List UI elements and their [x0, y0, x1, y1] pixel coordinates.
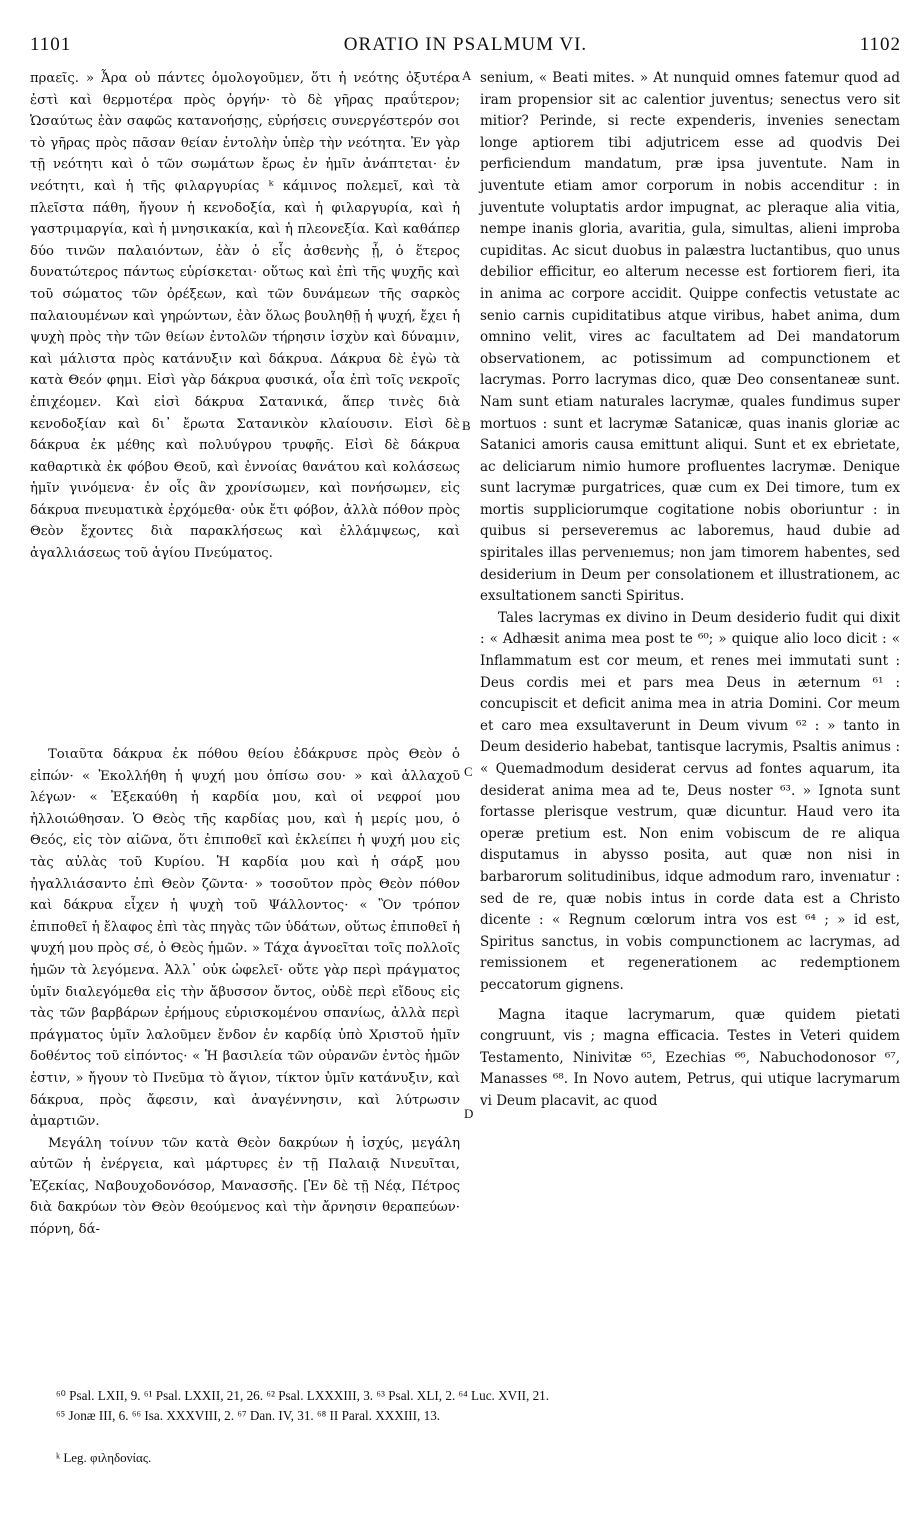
margin-marker-a: A	[462, 68, 472, 83]
page-number-right: 1102	[859, 34, 901, 55]
running-title: ORATIO IN PSALMUM VI.	[343, 34, 588, 55]
footnote-line-2: ⁶⁵ Jonæ III, 6. ⁶⁶ Isa. XXXVIII, 2. ⁶⁷ Dan. IV, 31. ⁶⁸ II Paral. XXXIII, 13.	[56, 1408, 441, 1423]
margin-marker-d: D	[464, 1106, 474, 1121]
greek-paragraph-3: Μεγάλη τοίνυν τῶν κατὰ Θεὸν δακρύων ἡ ἰσχύς, μεγάλη αὐτῶν ἡ ἐνέργεια, καὶ μάρτυρες ἐν τῇ Παλαιᾷ Νινευῖται, Ἐζεκίας, Ναβουχοδονόσορ, Μανασσῆς. [Ἐν δὲ τῇ Νέᾳ, Πέτρος διὰ δακρύων τὸν Θεὸν θεούμενος καὶ τὴν ἄρνησιν θεραπεύων· πόρνη, δά-	[30, 1135, 460, 1238]
footnotes	[30, 1386, 903, 1426]
footnote-line-1: ⁶⁰ Psal. LXII, 9. ⁶¹ Psal. LXXII, 21, 26. ⁶² Psal. LXXXIII, 3. ⁶³ Psal. XLI, 2. ⁶⁴ Luc. XVII, 21.	[56, 1388, 550, 1403]
greek-column-lower	[30, 744, 460, 1241]
latin-paragraph-3: Magna itaque lacrymarum, quæ quidem pietati congruunt, vis ; magna efficacia. Testes in Veteri quidem Testamento, Ninivitæ ⁶⁵, Ezechias ⁶⁶, Nabuchodonosor ⁶⁷, Manasses ⁶⁸. In Novo autem, Petrus, qui utique lacrymarum vi Deum placavit, ac quod	[480, 1006, 900, 1109]
latin-paragraph-1: senium, « Beati mites. » At nunquid omnes fatemur quod ad iram propensior sit ac calentior juventus; senectus vero sit mitior? Perinde, si recte expenderis, invenies senectam longe aptiorem tibi adjutricem esse ad quodvis Dei perficiendum mandatum, præ ipsa juventute. Nam in juventute etiam amor corporum in nobis accenditur : in juventute voluptatis ardor impugnat, ac pleraque alia vitia, nempe inanis gloria, avaritia, gula, simultas, alieni improba cupiditas. Ac sicut duobus in palæstra luctantibus, quo unus debilior efficitur, eo alterum necesse est fortiorem fieri, ita in anima ac corpore accidit. Quippe confectis vetustate ac senio carnis cupiditatibus atque viribus, habet anima, dum omnino velit, vires ac facultatem ad Dei mandatorum observationem, ac potissimum ad compunctionem et lacrymas. Porro lacrymas dico, quæ Deo consentaneæ sunt. Nam sunt etiam naturales lacrymæ, quales fundimus super mortuos : sunt et lacrymæ Satanicæ, quas inanis gloriæ ac Satanici amoris causa emittunt aliqui. Sunt et ex ebrietate, ac deliciarum nimio humore profluentes lacrymæ. Denique sunt lacrymæ purgatrices, quæ cum ex Dei timore, tum ex mortis suppliciorumque cogitatione nobis oboriuntur : in quibus si perseveremus ac laboremus, haud dubie ad spiritales illas pervenıemus; non jam timorem habentes, sed desiderium in Deum per consolationem et illustrationem, ac exsultationem sancti Spiritus.	[480, 70, 900, 605]
running-header	[30, 34, 901, 64]
margin-marker-c: C	[464, 764, 473, 779]
latin-paragraph-2: Tales lacrymas ex divino in Deum desiderio fudit qui dixit : « Adhæsit anima mea post te ⁶⁰; » quique alio loco dicit : « Inflammatum est cor meum, et renes mei immutati sunt : Deus cordis mei et pars mea Deus in æternum ⁶¹ : concupiscit et deficit anima mea in atria Domini. Cor meum et caro mea exsultaverunt in Deum vivum ⁶² : » tanto in Deum desiderio habebat, tantisque lacrymis, Psaltis animus : « Quemadmodum desiderat cervus ad fontes aquarum, ita desiderat anima mea ad te, Deus noster ⁶³. » Ignota sunt fortasse plerisque vestrum, quæ dicuntur. Haud vero ita operæ pretium est. Non enim vobiscum de re aliqua disputamus in abysso posita, aut quæ non nisi in barbarorum solitudinibus, idque admodum raro, invenıatur : sed de re, quæ nobis intus in corde data est a Christo dicente : « Regnum cœlorum intra vos est ⁶⁴ ; » id est, Spiritus sanctus, in vobis compunctionem ac lacrymas, ad remissionem et regenerationem ac redemptionem peccatorum gignens.	[480, 609, 900, 993]
page-number-left: 1101	[30, 34, 72, 55]
greek-paragraph-2: Τοιαῦτα δάκρυα ἐκ πόθου θείου ἐδάκρυσε πρὸς Θεὸν ὁ εἰπών· « Ἐκολλήθη ἡ ψυχή μου ὀπίσω σου· » καὶ ἀλλαχοῦ λέγων· « Ἐξεκαύθη ἡ καρδία μου, καὶ οἱ νεφροί μου ἠλλοιώθησαν. Ὁ Θεὸς τῆς καρδίας μου, καὶ ἡ μερίς μου, ὁ Θεός, εἰς τὸν αἰῶνα, ὅτι ἐπιποθεῖ καὶ ἐκλείπει ἡ ψυχή μου εἰς τὰς αὐλὰς τοῦ Κυρίου. Ἡ καρδία μου καὶ ἡ σάρξ μου ἠγαλλιάσαντο ἐπὶ Θεὸν ζῶντα· » τοσοῦτον πρὸς Θεὸν πόθον καὶ δάκρυα εἶχεν ἡ ψυχὴ τοῦ Ψάλλοντος· « Ὃν τρόπον ἐπιποθεῖ ἡ ἔλαφος ἐπὶ τὰς πηγὰς τῶν ὑδάτων, οὕτως ἐπιποθεῖ ἡ ψυχή μου πρὸς σέ, ὁ Θεὸς ἡμῶν. » Τάχα ἀγνοεῖται τοῖς πολλοῖς ἡμῶν τὰ λεγόμενα. Ἀλλ᾽ οὐκ ὠφελεῖ· οὔτε γὰρ περὶ πράγματος ὑμῖν διαλεγόμεθα εἰς τὴν ἄβυσσον ὄντος, οὐδὲ περὶ εἴδους εἰς τὰς τῶν βαρβάρων ἐρήμους εὑρισκομένου σπανίως, ἀλλὰ περὶ πράγματος ὑμῖν λαλοῦμεν ἔνδον ἐν καρδίᾳ ὑπὸ Χριστοῦ ἡμῖν δοθέντος τοῦ εἰπόντος· « Ἡ βασιλεία τῶν οὐρανῶν ἐντὸς ἡμῶν ἐστιν, » ἤγουν τὸ Πνεῦμα τὸ ἅγιον, τίκτον ὑμῖν κατάνυξιν, καὶ δάκρυα, πρὸς ἄφεσιν, καὶ ἀναγέννησιν, καὶ λύτρωσιν ἁμαρτιῶν.	[30, 747, 460, 1130]
textual-note: ᵏ Leg. φιληδονίας.	[56, 1450, 152, 1465]
greek-column-upper	[30, 68, 460, 565]
margin-marker-b: B	[462, 418, 471, 433]
greek-paragraph-1: πραεῖς. » Ἆρα οὐ πάντες ὁμολογοῦμεν, ὅτι ἡ νεότης ὀξυτέρα ἐστὶ καὶ θερμοτέρα πρὸς ὀργήν· τὸ δὲ γῆρας πραΰτερον; Ὡσαύτως ἐὰν σαφῶς κατανοήσῃς, εὑρήσεις συνεργέστερόν σοι τὸ γῆρας πρὸς πᾶσαν θείαν ἐντολὴν ὑπὲρ τὴν νεότητα. Ἐν γὰρ τῇ νεότητι καὶ ὁ τῶν σωμάτων ἔρως ἐν ἡμῖν ἀνάπτεται· ἐν νεότητι, καὶ ἡ τῆς φιλαργυρίας ᵏ κάμινος πολεμεῖ, καὶ τὰ πλεῖστα πάθη, ἤγουν ἡ κενοδοξία, καὶ ἡ φιλαργυρία, καὶ ἡ γαστριμαργία, καὶ ἡ μνησικακία, καὶ ἡ πλεονεξία. Καὶ καθάπερ δύο τινῶν παλαιόντων, ἐὰν ὁ εἷς ἀσθενὴς ᾖ, ὁ ἕτερος δυνατώτερος πάντως εὑρίσκεται· οὕτως καὶ ἐπὶ τῆς ψυχῆς καὶ τοῦ σώματος τῶν ὀρέξεων, καὶ τῶν δυνάμεων τῆς σαρκὸς παλαιουμένων καὶ γηρώντων, ἐὰν ὅλως βουληθῇ ἡ ψυχή, ἔχει ἡ ψυχὴ πρὸς τὴν τῶν θείων ἐντολῶν τήρησιν ἰσχὺν καὶ δύναμιν, καὶ μάλιστα πρὸς κατάνυξιν καὶ δάκρυα. Δάκρυα δὲ ἐγὼ τὰ κατὰ Θεόν φημι. Εἰσὶ γὰρ δάκρυα φυσικά, οἷα ἐπὶ τοῖς νεκροῖς ἐπιχέομεν. Καὶ εἰσὶ δάκρυα Σατανικά, ἅπερ τινὲς διὰ κενοδοξίαν καὶ δι᾽ ἔρωτα Σατανικὸν κλαίουσιν. Εἰσὶ δὲ δάκρυα ἐκ μέθης καὶ πολυύγρου τρυφῆς. Εἰσὶ δὲ δάκρυα καθαρτικὰ ἐκ φόβου Θεοῦ, καὶ ἐννοίας θανάτου καὶ κολάσεως ἡμῖν γινόμενα· ἐν οἷς ἂν χρονίσωμεν, καὶ πονήσωμεν, εἰς δάκρυα πνευματικὰ ἐρχόμεθα· οὐκ ἔτι φόβον, ἀλλὰ πόθον πρὸς Θεὸν ἔχοντες διὰ παρακλήσεως καὶ ἐλλάμψεως, καὶ ἀγαλλιάσεως τοῦ ἁγίου Πνεύματος.	[30, 71, 460, 562]
latin-column	[480, 68, 900, 1113]
